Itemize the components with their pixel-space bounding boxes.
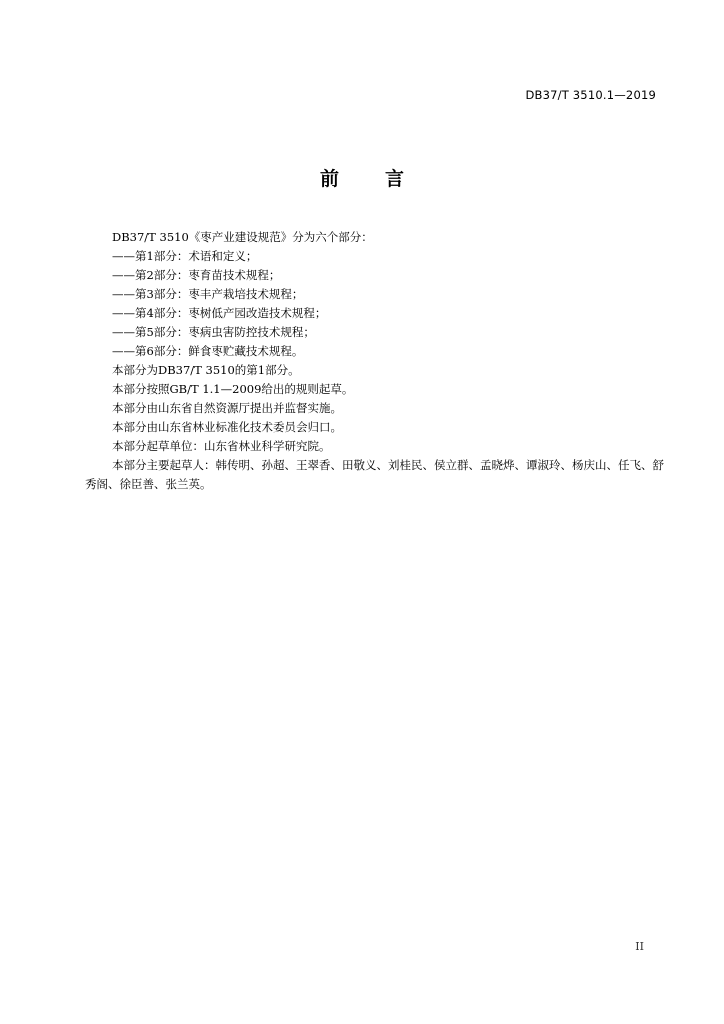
paragraph-part-number: 本部分为DB37/T 3510的第1部分。 [112, 363, 300, 377]
paragraph-drafting-rules: 本部分按照GB/T 1.1—2009给出的规则起草。 [112, 382, 354, 396]
list-item-part-2: ——第2部分：枣育苗技术规程； [112, 268, 281, 282]
paragraph-proposed-by: 本部分由山东省自然资源厅提出并监督实施。 [112, 401, 342, 415]
list-item-part-4: ——第4部分：枣树低产园改造技术规程； [112, 306, 327, 320]
title-char-2: 言 [385, 168, 405, 190]
paragraph-drafting-unit: 本部分起草单位：山东省林业科学研究院。 [112, 439, 331, 453]
paragraph-intro: DB37/T 3510《枣产业建设规范》分为六个部分： [112, 230, 373, 244]
page-title [0, 164, 724, 191]
list-item-part-6: ——第6部分：鲜食枣贮藏技术规程。 [112, 344, 304, 358]
title-char-1: 前 [319, 168, 339, 190]
page-number: II [635, 940, 644, 953]
paragraph-centralized-by: 本部分由山东省林业标准化技术委员会归口。 [112, 420, 342, 434]
foreword-body [85, 228, 665, 494]
list-item-part-3: ——第3部分：枣丰产栽培技术规程； [112, 287, 304, 301]
document-code: DB37/T 3510.1—2019 [525, 88, 656, 102]
paragraph-drafters: 本部分主要起草人：韩传明、孙超、王翠香、田敬义、刘桂民、侯立群、孟晓烨、谭淑玲、杨庆山、任飞、舒秀阁、徐臣善、张兰英。 [85, 458, 664, 491]
list-item-part-5: ——第5部分：枣病虫害防控技术规程； [112, 325, 315, 339]
list-item-part-1: ——第1部分：术语和定义； [112, 249, 258, 263]
